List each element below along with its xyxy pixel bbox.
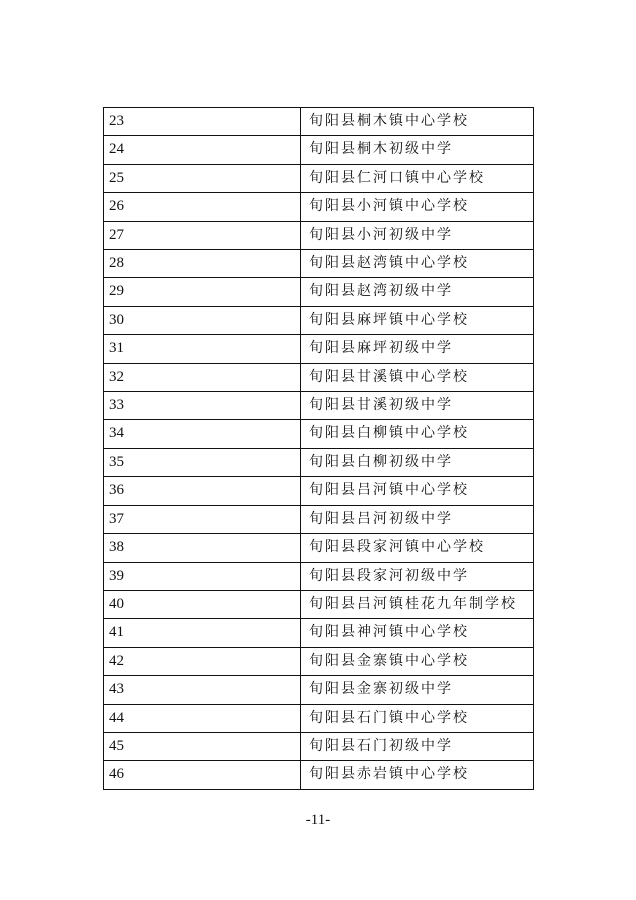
school-name-cell: 旬阳县赵湾镇中心学校 <box>301 250 534 278</box>
row-number-cell: 32 <box>104 363 301 391</box>
table-row <box>104 335 534 363</box>
table-row <box>104 477 534 505</box>
school-name-cell: 旬阳县段家河初级中学 <box>301 562 534 590</box>
row-number-cell: 29 <box>104 278 301 306</box>
row-number-cell: 46 <box>104 761 301 789</box>
school-name-cell: 旬阳县金寨初级中学 <box>301 676 534 704</box>
row-number-cell: 28 <box>104 250 301 278</box>
table-row <box>104 420 534 448</box>
school-name-cell: 旬阳县神河镇中心学校 <box>301 619 534 647</box>
school-name-cell: 旬阳县仁河口镇中心学校 <box>301 164 534 192</box>
table-row <box>104 193 534 221</box>
table-row <box>104 221 534 249</box>
school-name-cell: 旬阳县金寨镇中心学校 <box>301 647 534 675</box>
school-name-cell: 旬阳县小河镇中心学校 <box>301 193 534 221</box>
school-name-cell: 旬阳县段家河镇中心学校 <box>301 534 534 562</box>
row-number-cell: 35 <box>104 448 301 476</box>
row-number-cell: 36 <box>104 477 301 505</box>
row-number-cell: 42 <box>104 647 301 675</box>
school-name-cell: 旬阳县甘溪镇中心学校 <box>301 363 534 391</box>
table-row <box>104 676 534 704</box>
school-list-table <box>103 107 534 790</box>
row-number-cell: 41 <box>104 619 301 647</box>
school-name-cell: 旬阳县桐木初级中学 <box>301 136 534 164</box>
row-number-cell: 37 <box>104 505 301 533</box>
row-number-cell: 23 <box>104 108 301 136</box>
table-row <box>104 647 534 675</box>
table-body <box>104 108 534 790</box>
school-name-cell: 旬阳县赵湾初级中学 <box>301 278 534 306</box>
school-name-cell: 旬阳县白柳镇中心学校 <box>301 420 534 448</box>
row-number-cell: 40 <box>104 590 301 618</box>
row-number-cell: 39 <box>104 562 301 590</box>
table-row <box>104 108 534 136</box>
row-number-cell: 30 <box>104 306 301 334</box>
table-row <box>104 448 534 476</box>
school-name-cell: 旬阳县吕河镇中心学校 <box>301 477 534 505</box>
page-number: -11- <box>305 812 331 828</box>
table-row <box>104 136 534 164</box>
table-row <box>104 619 534 647</box>
table-row <box>104 732 534 760</box>
school-name-cell: 旬阳县赤岩镇中心学校 <box>301 761 534 789</box>
row-number-cell: 43 <box>104 676 301 704</box>
table-row <box>104 278 534 306</box>
row-number-cell: 24 <box>104 136 301 164</box>
row-number-cell: 31 <box>104 335 301 363</box>
school-name-cell: 旬阳县麻坪镇中心学校 <box>301 306 534 334</box>
row-number-cell: 26 <box>104 193 301 221</box>
table-row <box>104 534 534 562</box>
school-name-cell: 旬阳县小河初级中学 <box>301 221 534 249</box>
row-number-cell: 44 <box>104 704 301 732</box>
row-number-cell: 45 <box>104 732 301 760</box>
table-row <box>104 590 534 618</box>
row-number-cell: 38 <box>104 534 301 562</box>
row-number-cell: 33 <box>104 392 301 420</box>
school-name-cell: 旬阳县吕河初级中学 <box>301 505 534 533</box>
table-row <box>104 704 534 732</box>
school-name-cell: 旬阳县麻坪初级中学 <box>301 335 534 363</box>
table-row <box>104 250 534 278</box>
school-name-cell: 旬阳县吕河镇桂花九年制学校 <box>301 590 534 618</box>
table-row <box>104 505 534 533</box>
table-row <box>104 363 534 391</box>
school-name-cell: 旬阳县甘溪初级中学 <box>301 392 534 420</box>
school-name-cell: 旬阳县石门初级中学 <box>301 732 534 760</box>
table-row <box>104 562 534 590</box>
row-number-cell: 34 <box>104 420 301 448</box>
table-row <box>104 761 534 789</box>
table-row <box>104 306 534 334</box>
school-name-cell: 旬阳县石门镇中心学校 <box>301 704 534 732</box>
row-number-cell: 25 <box>104 164 301 192</box>
row-number-cell: 27 <box>104 221 301 249</box>
table-row <box>104 164 534 192</box>
school-name-cell: 旬阳县白柳初级中学 <box>301 448 534 476</box>
table-row <box>104 392 534 420</box>
school-name-cell: 旬阳县桐木镇中心学校 <box>301 108 534 136</box>
